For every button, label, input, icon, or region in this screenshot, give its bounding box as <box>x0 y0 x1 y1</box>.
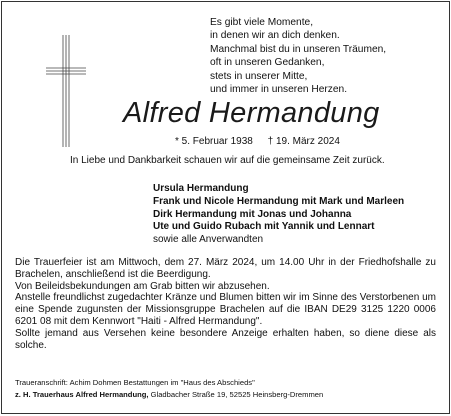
condolence-paragraph: Von Beileidsbekundungen am Grab bitten wir abzusehen. <box>15 280 270 292</box>
poem-line: und immer in unseren Herzen. <box>210 84 348 96</box>
life-dates <box>175 136 340 147</box>
family-member: sowie alle Anverwandten <box>153 234 264 246</box>
address-street: Gladbacher Straße 19, 52525 Heinsberg-Dremmen <box>148 390 324 399</box>
deceased-name: Alfred Hermandung <box>123 97 380 129</box>
family-member: Dirk Hermandung mit Jonas und Johanna <box>153 208 352 220</box>
family-member: Ursula Hermandung <box>153 183 249 194</box>
family-member: Ute und Guido Rubach mit Yannik und Lennart <box>153 221 375 233</box>
address-recipient: z. H. Trauerhaus Alfred Hermandung, <box>15 390 149 399</box>
poem-line: Manchmal bist du in unseren Träumen, <box>210 43 387 55</box>
poem-line: in denen wir an dich denken. <box>210 30 340 42</box>
obituary-notice <box>1 1 450 414</box>
family-list <box>153 183 404 247</box>
death-date: † 19. März 2024 <box>267 136 340 147</box>
poem-line: stets in unserer Mitte, <box>210 70 308 82</box>
donation-paragraph: Anstelle freundlichst zugedachter Kränze und Blumen bitten wir im Sinne des Verstorbenen um eine Spende zugunsten der Missionsgruppe Brachelen auf die IBAN DE29 3125 1220 0006 6201 08 mit dem Kennwort "Haiti - Alfred Hermandung". <box>15 292 436 327</box>
cross-icon <box>46 35 86 147</box>
address-line-1: Traueranschrift: Achim Dohmen Bestattungen im "Haus des Abschieds" <box>15 378 255 387</box>
mourning-address <box>15 377 323 401</box>
address-line-2 <box>15 389 323 401</box>
thanks-line: In Liebe und Dankbarkeit schauen wir auf die gemeinsame Zeit zurück. <box>70 155 385 166</box>
birth-date: * 5. Februar 1938 <box>175 136 253 147</box>
poem <box>210 16 386 96</box>
poem-line: Es gibt viele Momente, <box>210 17 314 28</box>
poem-line: oft in unseren Gedanken, <box>210 57 325 69</box>
family-member: Frank und Nicole Hermandung mit Mark und Marleen <box>153 195 405 207</box>
funeral-info-paragraph: Die Trauerfeier ist am Mittwoch, dem 27. März 2024, um 14.00 Uhr in der Friedhofshalle zu Brachelen, anschließend ist die Beerdigung. <box>15 257 436 280</box>
notice-paragraph: Sollte jemand aus Versehen keine besondere Anzeige erhalten haben, so diene diese als solche. <box>15 327 436 351</box>
service-details <box>15 257 436 351</box>
